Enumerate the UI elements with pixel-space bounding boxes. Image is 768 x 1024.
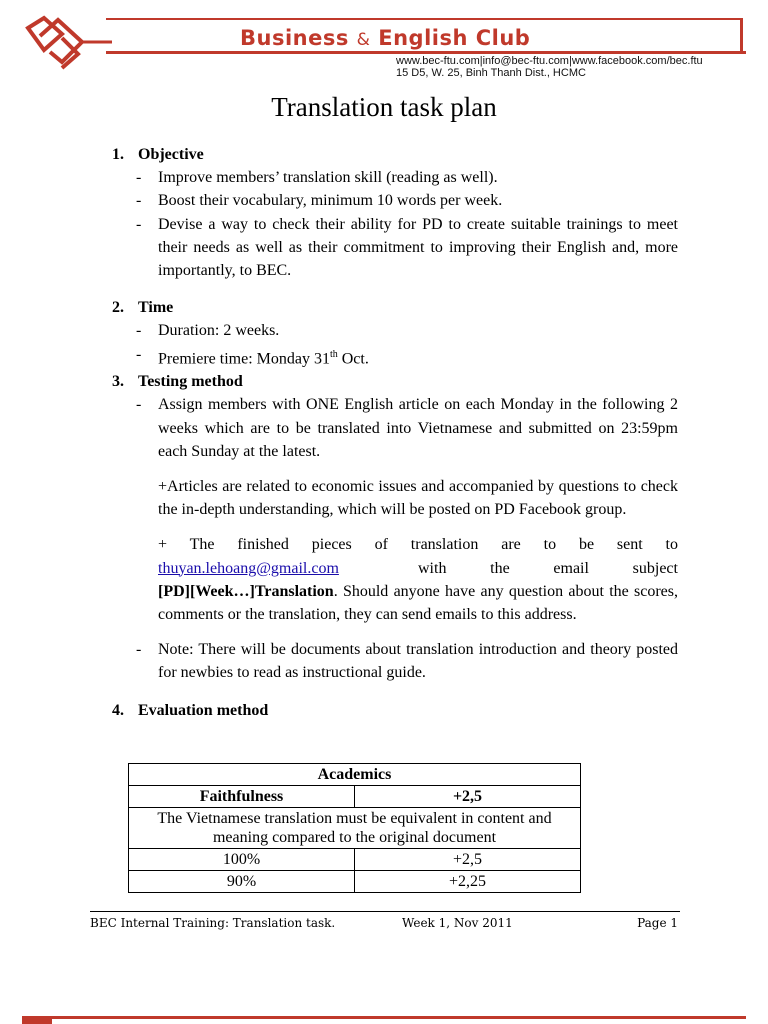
document-body [112,143,678,722]
section-heading-evaluation: 4. Evaluation method [112,701,269,719]
level-cell: 100% [129,849,355,871]
footer-center: Week 1, Nov 2011 [402,916,513,930]
testing-list [112,393,678,463]
testing-submission-paragraph: + The finished pieces of translation are to be sent to thuyan.lehoang@gmail.com with the email subject [PD][Week…]Translation. Should anyone have any question about the scores, comments or the translation, they can send emails to this address. [158,536,678,623]
contact-address-line: 15 D5, W. 25, Binh Thanh Dist., HCMC [396,67,586,79]
email-link[interactable]: thuyan.lehoang@gmail.com [158,559,339,577]
table-row [129,764,581,786]
next-page-logo-fragment [22,1019,52,1024]
contact-web-line: www.bec-ftu.com|info@bec-ftu.com|www.facebook.com/bec.ftu [396,55,703,67]
list-item: - Boost their vocabulary, minimum 10 words per week. [112,189,678,212]
objective-list [112,166,678,282]
table-row [129,786,581,808]
contact-info [396,55,740,79]
score-cell: +2,5 [355,849,581,871]
score-cell: +2,25 [355,871,581,893]
header-bottom-rule [106,51,746,54]
note-list [112,638,678,684]
section-heading-testing: 3. Testing method [112,373,243,391]
table-row [129,808,581,849]
table-header-academics: Academics [129,764,581,786]
section-heading-time: 2. Time [112,299,174,317]
criterion-score-cell: +2,5 [355,786,581,808]
next-page-header-rule [22,1016,746,1019]
list-item: - Duration: 2 weeks. [112,319,678,342]
evaluation-table [128,763,581,893]
testing-articles-paragraph: +Articles are related to economic issues and accompanied by questions to check the in-depth understanding, which will be posted on PD Facebook group. [158,477,678,519]
bec-logo-icon [22,14,118,70]
footer-page-number: Page 1 [637,916,678,930]
criterion-cell: Faithfulness [129,786,355,808]
email-subject-label: with the email subject [418,559,678,577]
footer-rule [90,911,680,912]
level-cell: 90% [129,871,355,893]
list-item: - Devise a way to check their ability for PD to create suitable trainings to meet their needs as well as their commitment to improving their English and, more importantly, to BEC. [112,213,678,283]
footer-left: BEC Internal Training: Translation task. [90,916,336,930]
table-row [129,849,581,871]
page-title: Translation task plan [271,92,497,122]
header-top-rule [106,18,743,20]
time-list [112,319,678,370]
list-item: - Improve members’ translation skill (reading as well). [112,166,678,189]
list-item: - Premiere time: Monday 31th Oct. [112,343,678,371]
criterion-description-cell: The Vietnamese translation must be equivalent in content and meaning compared to the original document [129,808,581,849]
table-row [129,871,581,893]
club-name: Business & English Club [240,26,531,50]
list-item: - Assign members with ONE English article on each Monday in the following 2 weeks which are to be translated into Vietnamese and submitted on 23:59pm each Sunday at the latest. [112,393,678,463]
list-item: - Note: There will be documents about translation introduction and theory posted for newbies to read as instructional guide. [112,638,678,684]
section-heading-objective: 1. Objective [112,146,204,163]
header-right-rule [740,18,743,53]
